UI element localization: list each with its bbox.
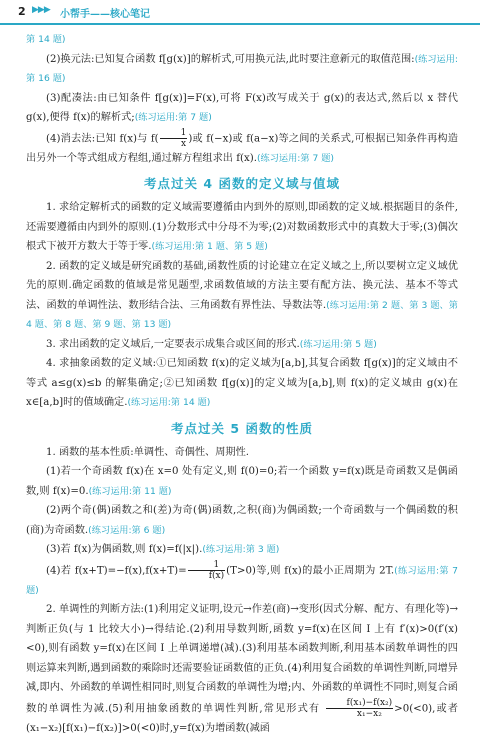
fraction (326, 698, 394, 719)
page-body (26, 30, 458, 738)
page-header (0, 0, 480, 26)
paragraph-text: (2)两个奇(偶)函数之和(差)为奇(偶)函数,之积(商)为偶函数;一个奇函数与一个偶函数的积(商)为奇函数. (26, 505, 458, 536)
paragraph (26, 560, 458, 601)
paragraph-text: (T>0)等,则 f(x)的最小正周期为 2T. (226, 565, 395, 576)
fraction (188, 560, 225, 581)
paragraph-text: (1)若一个奇函数 f(x)在 x=0 处有定义,则 f(0)=0;若一个函数 y=f(x)既是奇函数又是偶函数,则 f(x)=0. (26, 466, 458, 497)
paragraph-text: 1. 函数的基本性质:单调性、奇偶性、周期性. (46, 446, 250, 458)
practice-reference: (练习运用:第 6 题) (88, 524, 166, 536)
practice-reference: (练习运用:第 16 题) (26, 53, 459, 84)
paragraph-text: (3)若 f(x)为偶函数,则 f(x)=f(|x|). (46, 544, 203, 555)
paragraph-text: 2. 函数的定义域是研究函数的基础,函数性质的讨论建立在定义域之上,所以要树立定义域优先的原则.确定函数的值域是常见题型,求函数值域的方法主要有配方法、换元法、基本不等式法、函数的单调性法、数形结合法、三角函数有界性法、导数法等. (26, 260, 458, 311)
paragraph-text: >0(<0),或者(x₁−x₂)[f(x₁)−f(x₂)]>0(<0)时,y=f(x)为增函数(减函 (26, 703, 458, 734)
fraction (160, 128, 188, 149)
practice-reference: 第 14 题) (26, 34, 66, 45)
paragraph (26, 443, 458, 463)
practice-reference: (练习运用:第 3 题) (202, 544, 280, 555)
paragraph-text: 2. 单调性的判断方法:(1)利用定义证明,设元→作差(商)→变形(因式分解、配方、有理化等)→判断正负(与 1 比较大小)→得结论.(2)利用导数判断,函数 y=f(x)在区间 I 上有 f′(x)>0(f′(x)<0),则有函数 y=f(x)在区间 I 上单调递增(减).(3)利用基本函数判断,利用基本函数单调性的四则运算来判断,遇到函数的乘除时还需要验证函数值的正负.(4)利用复合函数的单调性判断,同增异减,即内、外函数的单调性相同时,则复合函数的单调性为增;内、外函数的单调性不同时,则复合函数的单调性为减.(5)利用抽象函数的单调性判断,常见形式有 (26, 604, 458, 714)
practice-reference: (练习运用:第 5 题) (299, 338, 377, 350)
practice-reference: (练习运用:第 7 题) (26, 565, 458, 596)
section-heading: 考点过关 4 函数的定义域与值域 (144, 176, 340, 191)
fraction-numerator: 1 (160, 128, 188, 139)
paragraph (26, 50, 458, 89)
paragraph (26, 257, 458, 335)
paragraph (26, 198, 458, 257)
practice-reference: (练习运用:第 2 题、第 3 题、第 4 题、第 8 题、第 9 题、第 13 题) (26, 299, 458, 330)
practice-reference: (练习运用:第 14 题) (127, 397, 211, 408)
paragraph-text: 3. 求出函数的定义域后,一定要表示成集合或区间的形式. (46, 338, 300, 350)
arrow-icon: ▶▶▶ (32, 5, 50, 15)
practice-reference: (练习运用:第 7 题) (134, 112, 212, 123)
fraction-numerator: f(x₁)−f(x₂) (326, 698, 394, 709)
paragraph-text: (4)若 f(x+T)=−f(x),f(x+T)= (46, 565, 187, 576)
paragraph (26, 335, 458, 355)
fraction-denominator: f(x) (208, 570, 225, 581)
fraction-denominator: x (180, 138, 187, 149)
page-number: 2 (18, 5, 26, 18)
paragraph (26, 128, 458, 169)
paragraph (26, 89, 458, 128)
practice-reference: (练习运用:第 7 题) (256, 152, 335, 164)
section-heading: 考点过关 5 函数的性质 (171, 420, 313, 436)
paragraph-text: (3)配凑法:由已知条件 f[g(x)]=F(x),可将 F(x)改写成关于 g(x)的表达式,然后以 x 替代 g(x),便得 f(x)的解析式; (26, 92, 458, 123)
paragraph-text: )或 f(−x)或 f(a−x)等之间的关系式,可根据已知条件再构造出另外一个等式组成方程组,通过解方程组求出 f(x). (26, 133, 458, 164)
header-divider (0, 23, 480, 25)
paragraph (26, 501, 458, 540)
paragraph-text: 4. 求抽象函数的定义域:①已知函数 f(x)的定义域为[a,b],其复合函数 f[g(x)]的定义域由不等式 a≤g(x)≤b 的解集确定;②已知函数 f[g(x)]的定义域为[a,b],则 f(x)的定义域由 g(x)在 x∈[a,b]时的值域确定. (26, 358, 458, 408)
practice-reference: (练习运用:第 1 题、第 5 题) (151, 241, 268, 252)
practice-reference: (练习运用:第 11 题) (88, 485, 172, 497)
paragraph-text: (4)消去法:已知 f(x)与 f( (46, 133, 159, 144)
paragraph (26, 600, 458, 738)
paragraph-text: 1. 求给定解析式的函数的定义域需要遵循由内到外的原则,即函数的定义域.根据题目的条件,还需要遵循由内到外的原则.(1)分数形式中分母不为零;(2)对数函数形式中的真数大于零;(3)偶次根式下被开方数大于等于零. (26, 202, 458, 252)
paragraph (26, 30, 458, 50)
paragraph (26, 540, 458, 560)
fraction-denominator: x₁−x₂ (356, 708, 382, 719)
fraction-numerator: 1 (188, 560, 225, 571)
header-title: 小帮手——核心笔记 (60, 9, 150, 20)
paragraph (26, 354, 458, 413)
paragraph (26, 462, 458, 501)
paragraph-text: (2)换元法:已知复合函数 f[g(x)]的解析式,可用换元法,此时要注意新元的取值范围: (46, 53, 415, 65)
